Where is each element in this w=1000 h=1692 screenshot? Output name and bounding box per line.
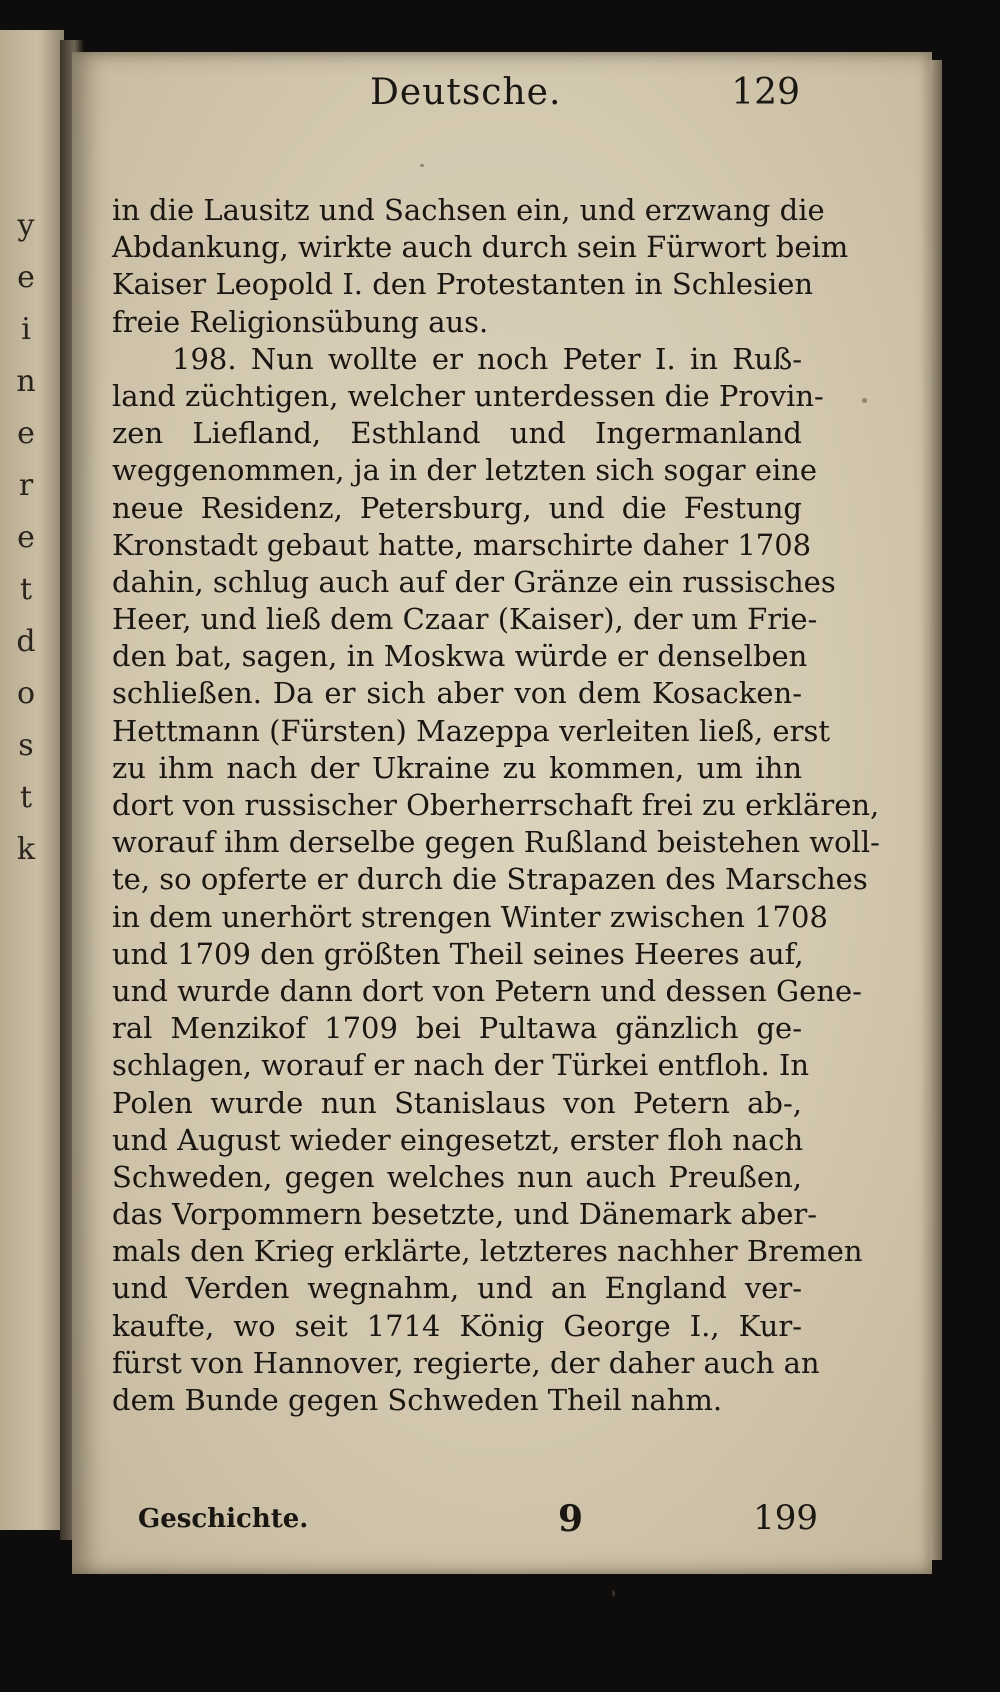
previous-page-letter: e xyxy=(17,260,35,295)
text-line: und Verden wegnahm, und an England ver- xyxy=(112,1271,802,1306)
text-line: dort von russischer Oberherrschaft frei zu erklären, xyxy=(112,788,880,822)
text-line: neue Residenz, Petersburg, und die Festung xyxy=(112,490,802,525)
text-line: Heer, und ließ dem Czaar (Kaiser), der um Frie- xyxy=(112,602,818,637)
page-right-edge xyxy=(930,60,942,1560)
text-line: Kronstadt gebaut hatte, marschirte daher 1708 xyxy=(112,527,812,562)
text-line: worauf ihm derselbe gegen Rußland beistehen woll- xyxy=(112,825,880,860)
text-line: ral Menzikof 1709 bei Pultawa gänzlich ge- xyxy=(112,1011,802,1046)
text-line: den bat, sagen, in Moskwa würde er denselben xyxy=(112,639,808,674)
running-head: Deutsche. xyxy=(370,72,562,113)
previous-page-letter: n xyxy=(16,364,36,399)
text-line: kaufte, wo seit 1714 König George I., Kur- xyxy=(112,1308,802,1343)
text-line: 198. Nun wollte er noch Peter I. in Ruß- xyxy=(172,341,802,376)
previous-page-letter: k xyxy=(16,832,36,867)
previous-page-letter: s xyxy=(18,728,34,763)
previous-page-letter: r xyxy=(18,468,34,503)
paper-speck xyxy=(420,164,424,167)
body-text xyxy=(112,192,880,1419)
text-line: weggenommen, ja in der letzten sich sogar eine xyxy=(112,453,818,488)
text-line: zen Liefland, Esthland und Ingermanland xyxy=(112,416,802,451)
text-line: das Vorpommern besetzte, und Dänemark aber- xyxy=(112,1197,818,1232)
paper-speck xyxy=(862,398,867,403)
paper-speck xyxy=(612,1590,615,1597)
text-line: schließen. Da er sich aber von dem Kosacken- xyxy=(112,676,802,711)
text-line: Hettmann (Fürsten) Mazeppa verleiten ließ, erst xyxy=(112,713,830,748)
text-line: Schweden, gegen welches nun auch Preußen, xyxy=(112,1159,802,1194)
text-line: land züchtigen, welcher unterdessen die Provin- xyxy=(112,378,824,413)
previous-page-letter: d xyxy=(16,624,36,659)
signature-mark: 9 xyxy=(558,1498,584,1540)
page-footer xyxy=(138,1498,818,1548)
catchword: 199 xyxy=(753,1498,818,1538)
text-line: und wurde dann dort von Petern und dessen Gene- xyxy=(112,973,862,1008)
page-number: 129 xyxy=(731,72,800,113)
previous-page-edge xyxy=(0,30,64,1530)
text-line: in dem unerhört strengen Winter zwischen 1708 xyxy=(112,899,828,934)
text-line: und 1709 den größten Theil seines Heeres auf, xyxy=(112,936,804,971)
text-line: und August wieder eingesetzt, erster floh nach xyxy=(112,1122,804,1157)
text-line: Polen wurde nun Stanislaus von Petern ab-, xyxy=(112,1085,802,1120)
previous-page-letter: t xyxy=(19,572,33,607)
previous-page-letter: i xyxy=(21,312,31,347)
text-line: schlagen, worauf er nach der Türkei entfloh. In xyxy=(112,1048,810,1083)
text-line: Kaiser Leopold I. den Protestanten in Schlesien xyxy=(112,267,814,302)
text-line: freie Religionsübung aus. xyxy=(112,304,489,339)
text-line: zu ihm nach der Ukraine zu kommen, um ihn xyxy=(112,750,802,785)
text-line: Abdankung, wirkte auch durch sein Fürwort beim xyxy=(112,230,849,265)
page-header xyxy=(100,72,800,132)
previous-page-letter: e xyxy=(17,520,35,555)
previous-page-letter: o xyxy=(16,676,36,711)
text-line: mals den Krieg erklärte, letzteres nachher Bremen xyxy=(112,1234,863,1269)
text-line: dahin, schlug auch auf der Gränze ein russisches xyxy=(112,564,836,599)
previous-page-letters xyxy=(6,200,46,876)
previous-page-letter: y xyxy=(17,208,35,243)
previous-page-letter: e xyxy=(17,416,35,451)
text-line: in die Lausitz und Sachsen ein, und erzwang die xyxy=(112,193,825,227)
text-line: dem Bunde gegen Schweden Theil nahm. xyxy=(112,1383,723,1417)
previous-page-letter: t xyxy=(19,780,33,815)
text-line: fürst von Hannover, regierte, der daher auch an xyxy=(112,1345,820,1380)
signature-title: Geschichte. xyxy=(138,1504,309,1534)
text-line: te, so opferte er durch die Strapazen des Marsches xyxy=(112,862,868,897)
